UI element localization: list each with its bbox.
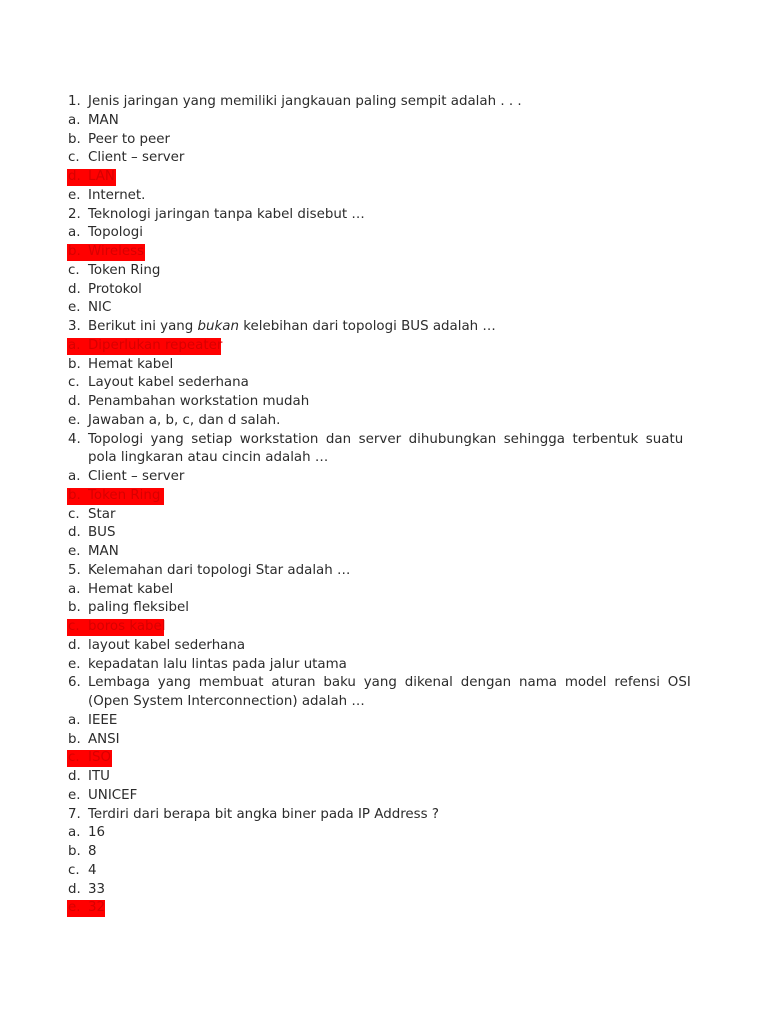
option-5b: b. paling fleksibel — [68, 600, 189, 616]
question-text: Jenis jaringan yang memiliki jangkauan paling sempit adalah . . . — [88, 94, 522, 109]
question-7 — [68, 806, 678, 825]
option-1e: e. Internet. — [68, 187, 146, 203]
option-6b: b. ANSI — [68, 731, 120, 747]
option-4e: e. MAN — [68, 544, 119, 559]
question-text: Berikut ini yang bukan kelebihan dari topologi BUS adalah … — [88, 319, 496, 334]
option-4d: d. BUS — [68, 525, 116, 541]
question-1 — [68, 93, 678, 112]
question-number: 6. — [68, 675, 81, 691]
option-4a: a. Client – server — [68, 469, 185, 484]
option-5a: a. Hemat kabel — [68, 581, 174, 597]
option-3c: c. Layout kabel sederhana — [68, 375, 249, 391]
question-number: 5. — [68, 562, 81, 578]
option-7e-correct: e. 32 — [68, 900, 106, 916]
option-5c-correct: c. boros kabel — [68, 619, 166, 634]
emphasis-word: bukan — [197, 319, 239, 334]
quiz-document — [68, 93, 691, 918]
option-5d: d. layout kabel sederhana — [68, 637, 246, 653]
option-1c: c. Client – server — [68, 150, 185, 166]
option-2a: a. Topologi — [68, 225, 143, 241]
option-2b-correct: b. Wireless — [68, 244, 145, 259]
question-text: Kelemahan dari topologi Star adalah … — [88, 562, 351, 578]
question-text-line-1: Lembaga yang membuat aturan baku yang dikenal dengan nama model refensi OSI — [88, 675, 691, 691]
question-text: Terdiri dari berapa bit angka biner pada IP Address ? — [88, 806, 439, 822]
option-7c: c. 4 — [68, 862, 97, 878]
question-4-continued — [68, 449, 678, 468]
question-4 — [68, 431, 684, 450]
question-text-line-2: (Open System Interconnection) adalah … — [88, 694, 365, 709]
option-1d-correct: d. LAN — [68, 169, 115, 184]
option-6c-correct: c. ISO — [68, 750, 111, 766]
question-5 — [68, 562, 678, 581]
question-text-line-2: pola lingkaran atau cincin adalah … — [88, 450, 329, 466]
option-3a-correct: a. Diperlukan repeater — [68, 337, 223, 353]
option-4c: c. Star — [68, 506, 116, 522]
question-number: 4. — [68, 431, 81, 447]
option-6a: a. IEEE — [68, 712, 118, 728]
option-6d: d. ITU — [68, 769, 110, 784]
option-2d: d. Protokol — [68, 281, 142, 297]
question-number: 1. — [68, 94, 81, 109]
question-text: Teknologi jaringan tanpa kabel disebut … — [88, 206, 365, 222]
option-2e: e. NIC — [68, 300, 112, 316]
question-number: 3. — [68, 319, 81, 334]
option-6e: e. UNICEF — [68, 787, 138, 803]
option-7b: b. 8 — [68, 844, 97, 859]
question-6-continued — [68, 693, 678, 712]
option-1b: b. Peer to peer — [68, 131, 171, 147]
option-3e: e. Jawaban a, b, c, dan d salah. — [68, 412, 281, 428]
option-1a: a. MAN — [68, 112, 119, 128]
option-5e: e. kepadatan lalu lintas pada jalur utama — [68, 656, 347, 672]
option-2c: c. Token Ring — [68, 262, 161, 278]
question-6 — [68, 674, 691, 693]
question-2 — [68, 206, 678, 225]
option-3d: d. Penambahan workstation mudah — [68, 394, 310, 409]
option-7a: a. 16 — [68, 825, 106, 841]
option-7d: d. 33 — [68, 881, 106, 897]
option-3b: b. Hemat kabel — [68, 356, 174, 372]
question-3 — [68, 318, 678, 337]
question-number: 2. — [68, 206, 81, 222]
option-4b-correct: b. Token Ring — [68, 487, 678, 506]
question-number: 7. — [68, 806, 81, 822]
question-text-line-1: Topologi yang setiap workstation dan server dihubungkan sehingga terbentuk suatu — [88, 431, 684, 447]
